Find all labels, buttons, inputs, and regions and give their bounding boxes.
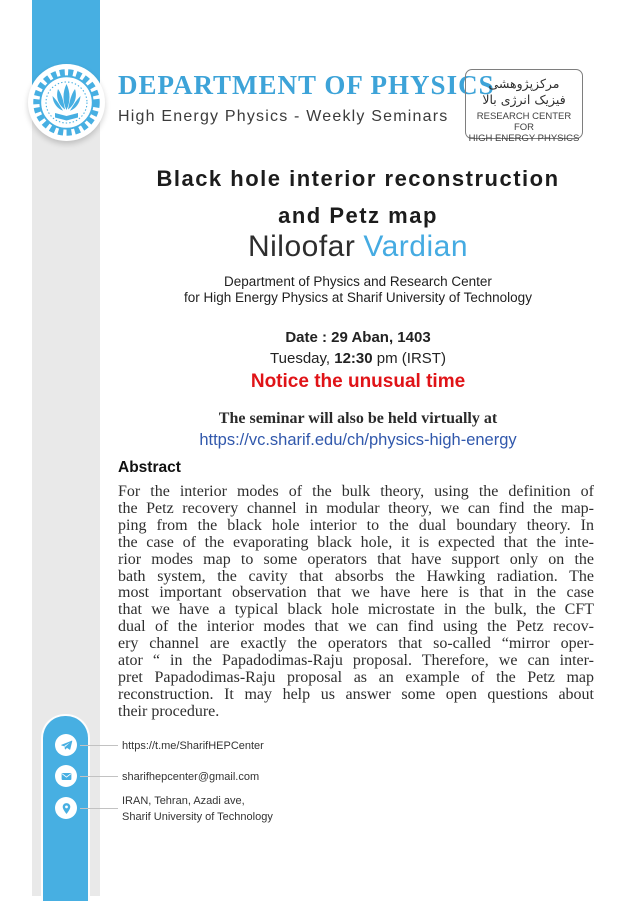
location-pin-icon xyxy=(55,797,77,819)
address-line2: Sharif University of Technology xyxy=(122,811,273,823)
speaker-last-name: Vardian xyxy=(363,230,469,263)
research-center-farsi-line2: فیزیک انرژی بالا xyxy=(482,92,566,107)
virtual-block xyxy=(98,410,618,450)
abstract-line: For the interior modes of the bulk theory, using the definition of xyxy=(118,483,594,500)
email-address[interactable]: sharifhepcenter@gmail.com xyxy=(122,771,260,783)
affiliation-line1: Department of Physics and Research Center xyxy=(224,274,492,289)
abstract-line: the case of the evaporating black hole, it is expected that the inte- xyxy=(118,533,594,551)
speaker-first-name: Niloofar xyxy=(247,230,356,263)
schedule-block xyxy=(98,327,618,392)
university-emblem-icon xyxy=(28,64,105,141)
abstract-line: their procedure. xyxy=(118,702,220,720)
speaker-name xyxy=(98,230,618,264)
virtual-note: The seminar will also be held virtually at xyxy=(218,410,498,427)
connector-line xyxy=(80,776,118,777)
department-title: DEPARTMENT OF PHYSICS xyxy=(118,70,495,100)
unusual-time-notice: Notice the unusual time xyxy=(250,371,466,392)
abstract-line: rior modes map to some operators that have support only on the xyxy=(118,550,594,568)
abstract-line: most important observation that we have here is that in the case xyxy=(118,584,594,602)
postal-address xyxy=(122,793,273,825)
abstract-line: ery channel are exactly the operators that so-called “mirror oper- xyxy=(118,635,594,653)
speaker-affiliation xyxy=(98,274,618,306)
affiliation-line2: for High Energy Physics at Sharif University of Technology xyxy=(184,290,532,305)
time-line: Tuesday, 12:30 pm (IRST) xyxy=(270,350,446,367)
connector-line xyxy=(80,808,118,809)
seminars-subtitle: High Energy Physics - Weekly Seminars xyxy=(118,108,449,125)
connector-line xyxy=(80,745,118,746)
telegram-link[interactable]: https://t.me/SharifHEPCenter xyxy=(122,740,264,752)
telegram-icon xyxy=(55,734,77,756)
abstract-line: dual of the interior modes that we can find using the Petz recov- xyxy=(118,618,594,636)
research-center-farsi-line1: مرکزپژوهشی xyxy=(488,76,560,91)
abstract-heading: Abstract xyxy=(118,459,181,476)
email-icon xyxy=(55,765,77,787)
seminar-title-line1: Black hole interior reconstruction xyxy=(156,166,560,191)
research-center-english-line2: HIGH ENERGY PHYSICS xyxy=(468,133,580,144)
virtual-meeting-link[interactable]: https://vc.sharif.edu/ch/physics-high-energy xyxy=(199,431,517,449)
abstract-section xyxy=(118,459,594,721)
abstract-line: ator “ in the Papadodimas-Raju proposal. Therefore, we can inter- xyxy=(118,652,594,670)
seminar-title xyxy=(98,160,618,234)
abstract-line: pret Papadodimas-Raju proposal as an example of the Petz map xyxy=(118,668,594,686)
abstract-line: reconstruction. It may help us answer some open questions about xyxy=(118,685,594,703)
seminar-title-line2: and Petz map xyxy=(278,203,438,228)
abstract-line: the Petz recovery channel in modular theory, we can find the map- xyxy=(118,499,594,517)
address-line1: IRAN, Tehran, Azadi ave, xyxy=(122,795,245,807)
time-value: 12:30 xyxy=(334,350,373,367)
abstract-line: that we have a typical black hole microstate in the bulk, the CFT xyxy=(118,601,594,619)
abstract-line: bath system, the cavity that absorbs the Hawking radiation. The xyxy=(118,567,594,585)
research-center-english-line1: RESEARCH CENTER FOR xyxy=(476,111,572,133)
sharif-university-logo xyxy=(28,64,105,141)
page-header xyxy=(118,70,495,126)
abstract-line: ping from the black hole interior to the dual boundary theory. In xyxy=(118,516,594,534)
date-line: Date : 29 Aban, 1403 xyxy=(285,329,431,346)
research-center-box xyxy=(465,69,583,144)
